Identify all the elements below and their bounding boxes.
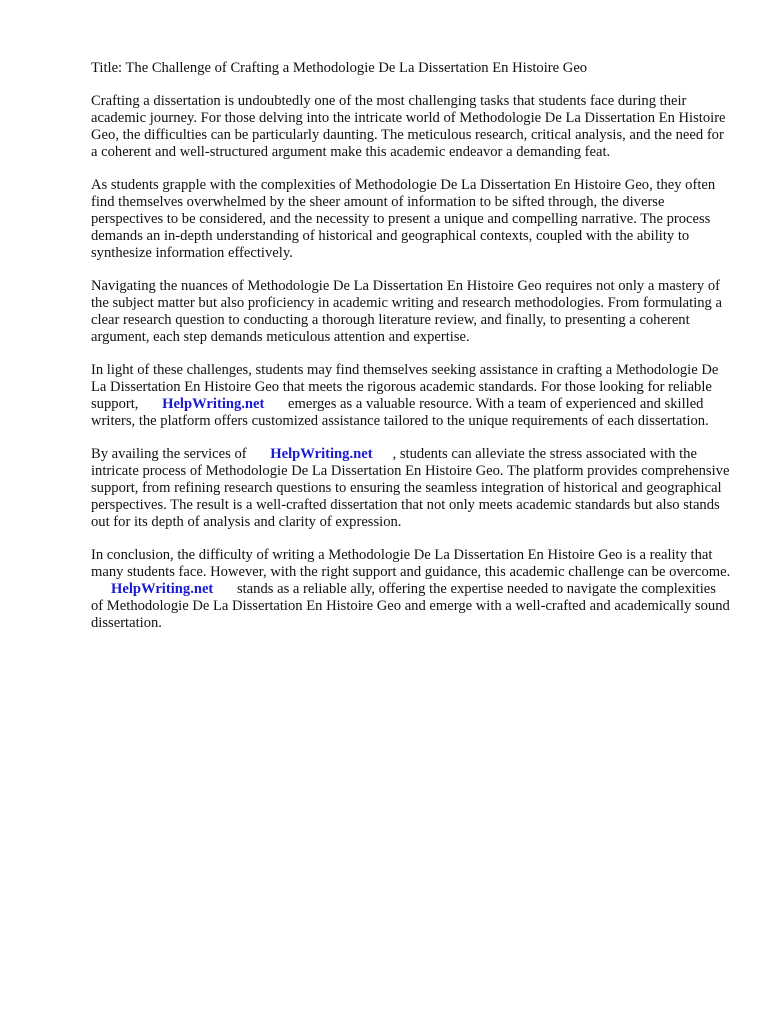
document-title: Title: The Challenge of Crafting a Methodologie De La Dissertation En Histoire Geo <box>91 60 588 76</box>
paragraph-services-text-end: , students can alleviate the stress associated with the intricate process of Methodologie De La Dissertation En Histoire Geo. The platform provides comprehensive support, from refining research questions to ensuring the seamless integration of historical and geographical perspectives. The result is a well-crafted dissertation that not only meets academic standards but also stands out for its depth of analysis and clarity of expression. <box>91 446 730 530</box>
paragraph-intro: Crafting a dissertation is undoubtedly one of the most challenging tasks that students face during their academic journey. For those delving into the intricate world of Methodologie De La Dissertation En Histoire Geo, the difficulties can be particularly daunting. The meticulous research, critical analysis, and the need for a coherent and well-structured argument make this academic endeavor a demanding feat. <box>91 93 726 160</box>
paragraph-assistance-text-end: emerges as a valuable resource. With a team of experienced and skilled writers, the platform offers customized assistance tailored to the unique requirements of each dissertation. <box>91 396 709 429</box>
paragraph-conclusion-text-end: stands as a reliable ally, offering the expertise needed to navigate the complexities of Methodologie De La Dissertation En Histoire Geo and emerge with a well-crafted and academically sound dissertation. <box>91 581 730 631</box>
paragraph-assistance <box>91 362 731 430</box>
paragraph-services-text-start: By availing the services of <box>91 446 247 462</box>
paragraph-nuances: Navigating the nuances of Methodologie De La Dissertation En Histoire Geo requires not only a mastery of the subject matter but also proficiency in academic writing and research methodologies. From formulating a clear research question to conducting a thorough literature review, and finally, to presenting a coherent argument, each step demands meticulous attention and expertise. <box>91 278 722 345</box>
paragraph-conclusion <box>91 547 731 632</box>
helpwriting-link[interactable]: HelpWriting.net <box>162 396 265 412</box>
paragraph-services <box>91 446 731 531</box>
paragraph-conclusion-text-start: In conclusion, the difficulty of writing a Methodologie De La Dissertation En Histoire Geo is a reality that many students face. However, with the right support and guidance, this academic challenge can be overcome. <box>91 547 731 580</box>
helpwriting-link[interactable]: HelpWriting.net <box>270 446 373 462</box>
document-page <box>91 60 731 648</box>
paragraph-assistance-text-start: In light of these challenges, students may find themselves seeking assistance in crafting a Methodologie De La Dissertation En Histoire Geo that meets the rigorous academic standards. For those looking for reliable support, <box>91 362 719 412</box>
helpwriting-link[interactable]: HelpWriting.net <box>111 581 214 597</box>
paragraph-complexities: As students grapple with the complexities of Methodologie De La Dissertation En Histoire Geo, they often find themselves overwhelmed by the sheer amount of information to be sifted through, the diverse perspectives to be considered, and the necessity to present a unique and compelling narrative. The process demands an in-depth understanding of historical and geographical contexts, coupled with the ability to synthesize information effectively. <box>91 177 716 261</box>
